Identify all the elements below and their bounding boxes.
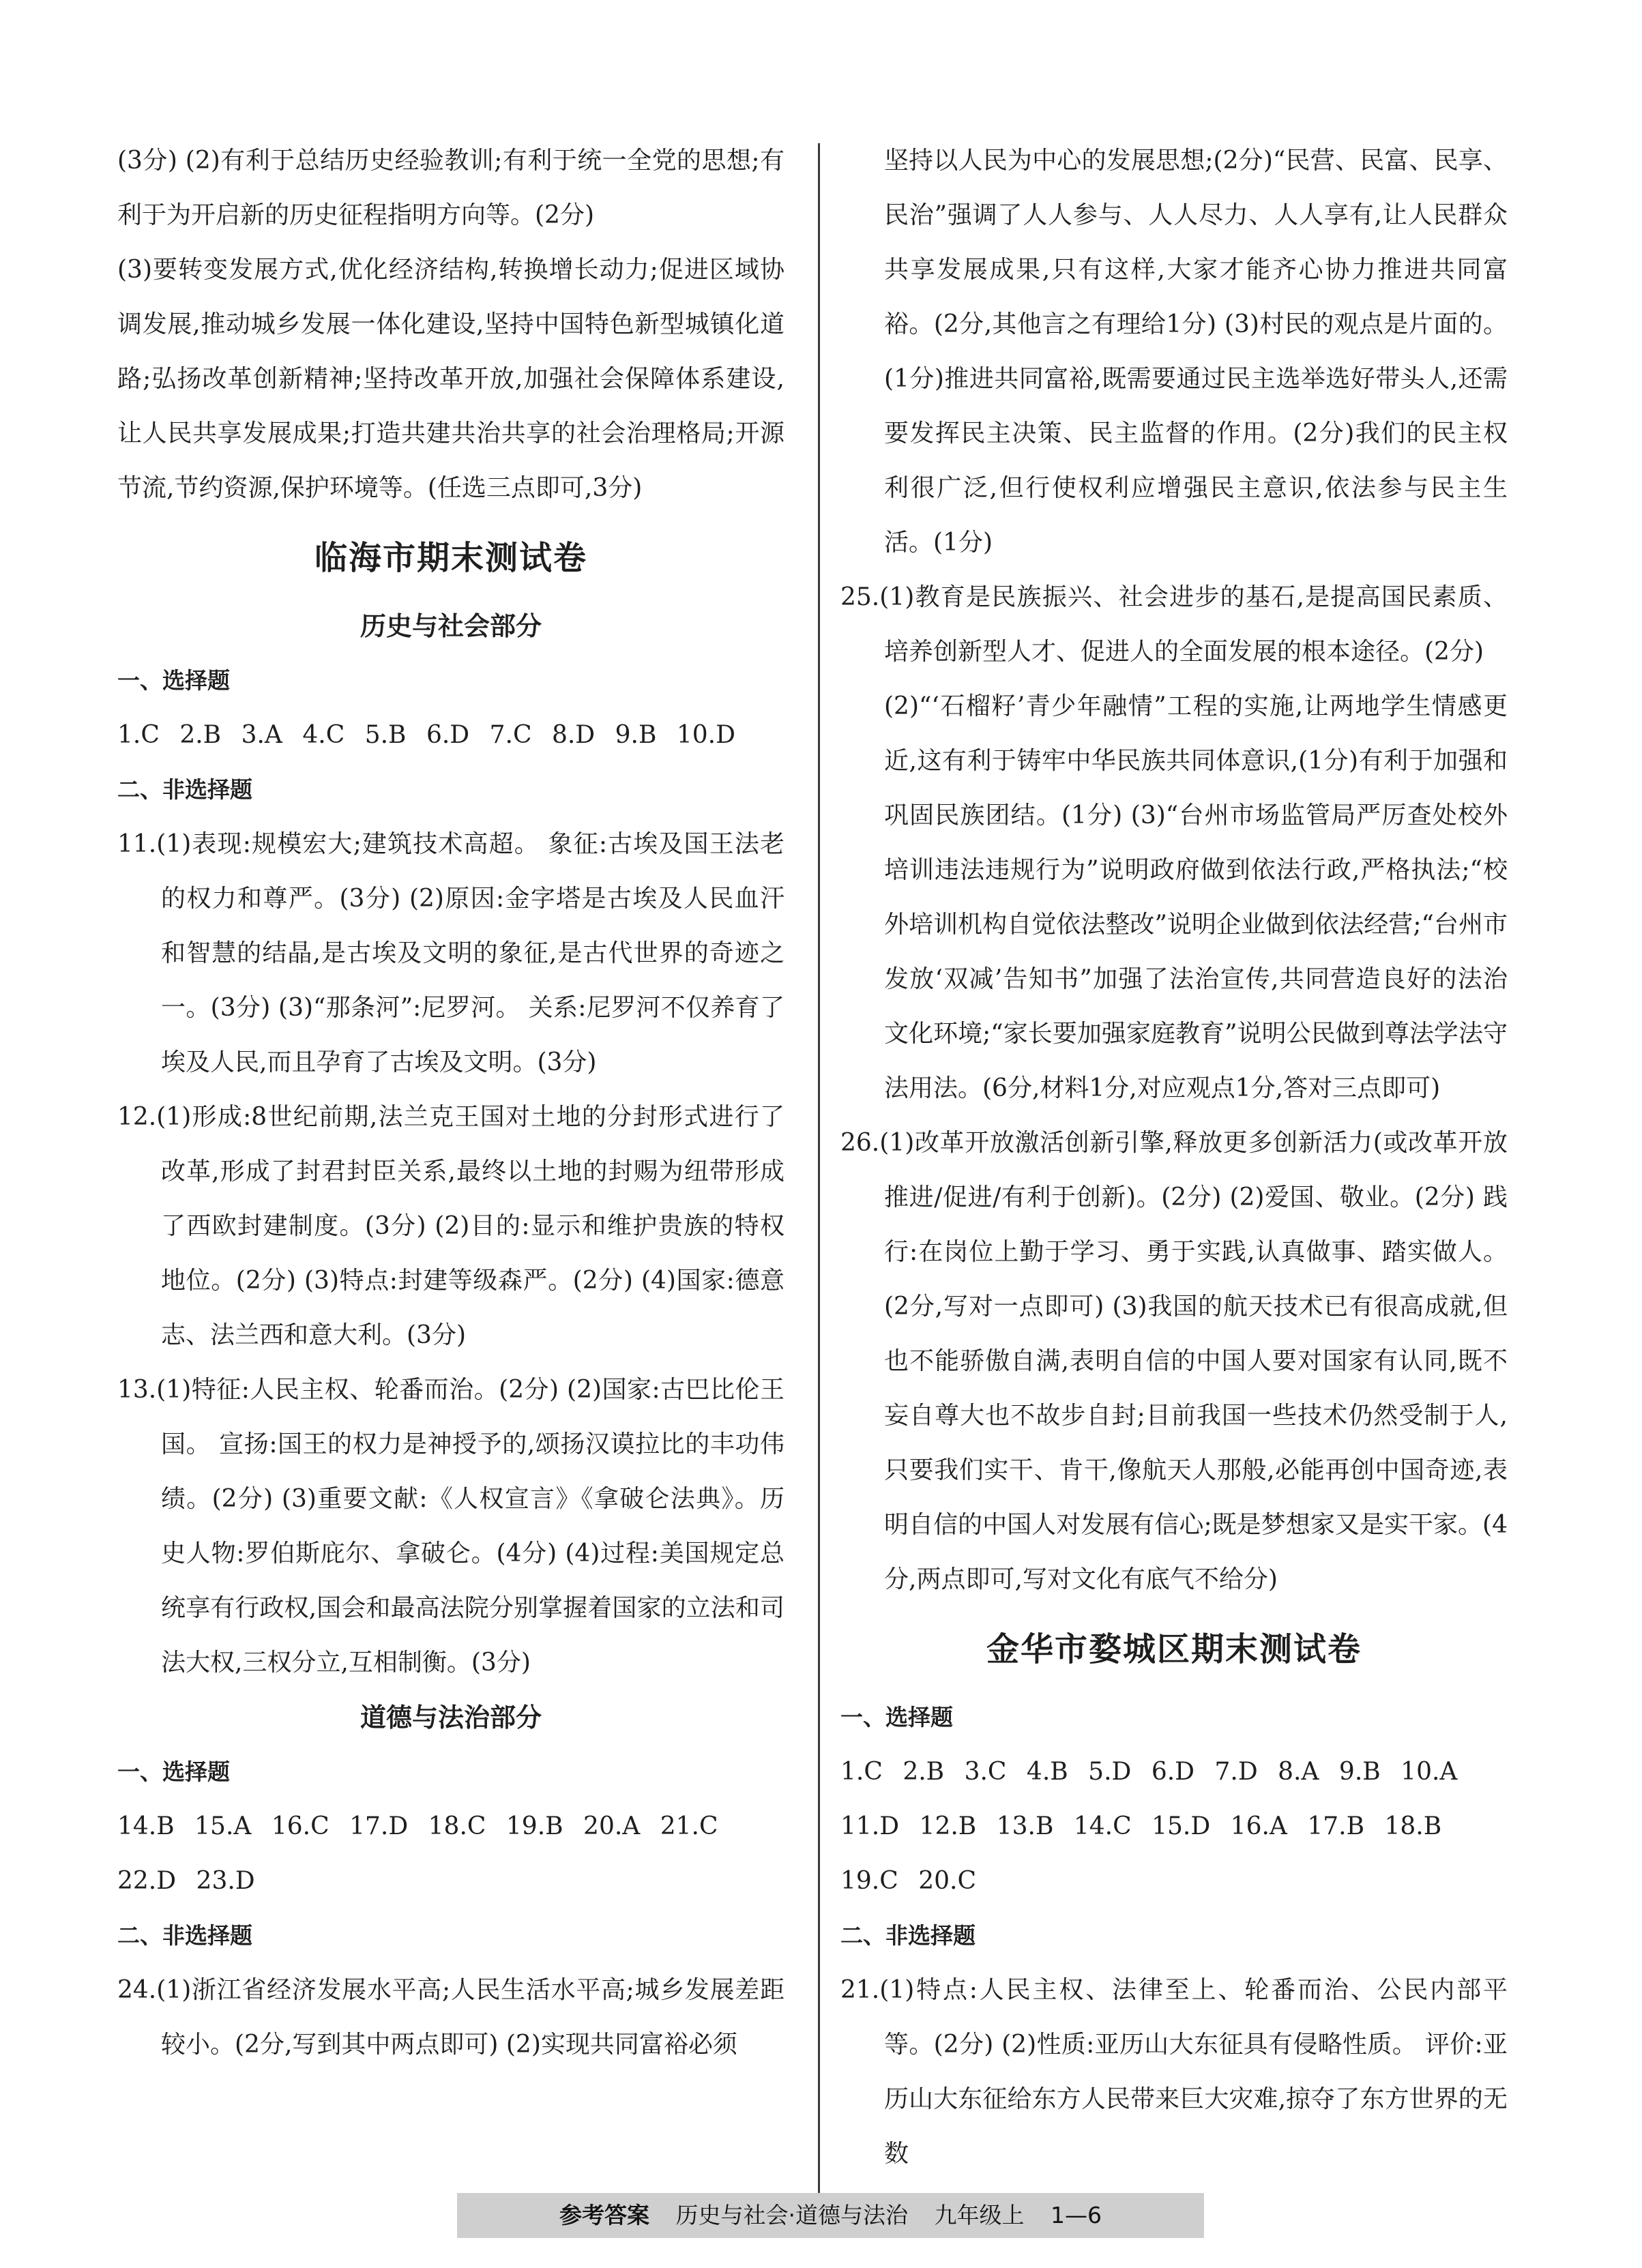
answer-paragraph: (3分) (2)有利于总结历史经验教训;有利于统一全党的思想;有利于为开启新的历史征程指明方向等。(2分) [117,147,785,229]
footer-grade: 九年级上 [934,2202,1025,2228]
answer-item: 11.(1)表现:规模宏大;建筑技术高超。 象征:古埃及国王法老的权力和尊严。(3分) (2)原因:金字塔是古埃及人民血汗和智慧的结晶,是古埃及文明的象征,是古代世界的奇迹之一。(3分) (3)“那条河”:尼罗河。 关系:尼罗河不仅养育了埃及人民,而且孕育了古埃及文明。(3分) [117,830,785,1076]
answer-item: 24.(1)浙江省经济发展水平高;人民生活水平高;城乡发展差距较小。(2分,写到其中两点即可) (2)实现共同富裕必须 [117,1976,785,2059]
answer-item: 21.(1)特点:人民主权、法律至上、轮番而治、公民内部平等。(2分) (2)性质:亚历山大东征具有侵略性质。 评价:亚历山大东征给东方人民带来巨大灾难,掠夺了东方世界的无数 [840,1976,1508,2168]
choice-answers: 22.D 23.D [117,1867,255,1895]
footer-subject: 历史与社会·道德与法治 [675,2202,908,2228]
column-divider [818,143,820,2193]
choice-answers: 11.D 12.B 13.B 14.C 15.D 16.A 17.B 18.B [840,1812,1442,1840]
choice-answers: 1.C 2.B 3.A 4.C 5.B 6.D 7.C 8.D 9.B 10.D [117,721,735,749]
answer-item: 12.(1)形成:8世纪前期,法兰克王国对土地的分封形式进行了改革,形成了封君封臣关系,最终以土地的封赐为纽带形成了西欧封建制度。(3分) (2)目的:显示和维护贵族的特权地位。(2分) (3)特点:封建等级森严。(2分) (4)国家:德意志、法兰西和意大利。(3分) [117,1103,785,1349]
choice-answers: 19.C 20.C [840,1867,977,1895]
page-footer [457,2193,1204,2238]
section-heading: 二、非选择题 [117,1922,252,1949]
choice-answers: 1.C 2.B 3.C 4.B 5.D 6.D 7.D 8.A 9.B 10.A [840,1758,1458,1786]
choice-answers: 14.B 15.A 16.C 17.D 18.C 19.B 20.A 21.C [117,1812,718,1840]
answer-item: 25.(1)教育是民族振兴、社会进步的基石,是提高国民素质、培养创新型人才、促进人的全面发展的根本途径。(2分) [840,583,1508,666]
exam-title: 临海市期末测试卷 [314,539,587,577]
section-heading: 二、非选择题 [117,776,252,803]
answer-item: 26.(1)改革开放激活创新引擎,释放更多创新活力(或改革开放推进/促进/有利于创新)。(2分) (2)爱国、敬业。(2分) 践行:在岗位上勤于学习、勇于实践,认真做事、踏实做人。(2分,写对一点即可) (3)我国的航天技术已有很高成就,但也不能骄傲自满,表明自信的中国人要对国家有认同,既不妄自尊大也不故步自封;目前我国一些技术仍然受制于人,只要我们实干、肯干,像航天人那般,必能再创中国奇迹,表明自信的中国人对发展有信心;既是梦想家又是实干家。(4分,两点即可,写对文化有底气不给分) [840,1129,1508,1593]
right-column [840,134,1508,2181]
section-heading: 一、选择题 [117,1758,230,1785]
answer-paragraph: 坚持以人民为中心的发展思想;(2分)“民营、民富、民享、民治”强调了人人参与、人人尽力、人人享有,让人民群众共享发展成果,只有这样,大家才能齐心协力推进共同富裕。(2分,其他言之有理给1分) (3)村民的观点是片面的。(1分)推进共同富裕,既需要通过民主选举选好带头人,还需要发挥民主决策、民主监督的作用。(2分)我们的民主权利很广泛,但行使权利应增强民主意识,依法参与民主生活。(1分) [884,147,1508,557]
part-heading: 道德与法治部分 [360,1703,542,1733]
exam-title: 金华市婺城区期末测试卷 [986,1630,1362,1668]
answer-item: 13.(1)特征:人民主权、轮番而治。(2分) (2)国家:古巴比伦王国。 宣扬:国王的权力是神授予的,颂扬汉谟拉比的丰功伟绩。(2分) (3)重要文献:《人权宣言》《拿破仑法典》。历史人物:罗伯斯庇尔、拿破仑。(4分) (4)过程:美国规定总统享有行政权,国会和最高法院分别掌握着国家的立法和司法大权,三权分立,互相制衡。(3分) [117,1376,785,1677]
page-number: 1—6 [1051,2202,1102,2228]
answer-paragraph: (3)要转变发展方式,优化经济结构,转换增长动力;促进区域协调发展,推动城乡发展一体化建设,坚持中国特色新型城镇化道路;弘扬改革创新精神;坚持改革开放,加强社会保障体系建设,让人民共享发展成果;打造共建共治共享的社会治理格局;开源节流,节约资源,保护环境等。(任选三点即可,3分) [117,256,785,502]
footer-label: 参考答案 [559,2202,649,2228]
section-heading: 二、非选择题 [840,1922,976,1949]
part-heading: 历史与社会部分 [360,611,542,641]
section-heading: 一、选择题 [840,1704,953,1731]
left-column [117,134,785,2072]
answer-paragraph: (2)“‘石榴籽’青少年融情”工程的实施,让两地学生情感更近,这有利于铸牢中华民族共同体意识,(1分)有利于加强和巩固民族团结。(1分) (3)“台州市场监管局严厉查处校外培训违法违规行为”说明政府做到依法行政,严格执法;“校外培训机构自觉依法整改”说明企业做到依法经营;“台州市发放‘双减’告知书”加强了法治宣传,共同营造良好的法治文化环境;“家长要加强家庭教育”说明公民做到尊法学法守法用法。(6分,材料1分,对应观点1分,答对三点即可) [884,692,1508,1102]
section-heading: 一、选择题 [117,667,230,694]
